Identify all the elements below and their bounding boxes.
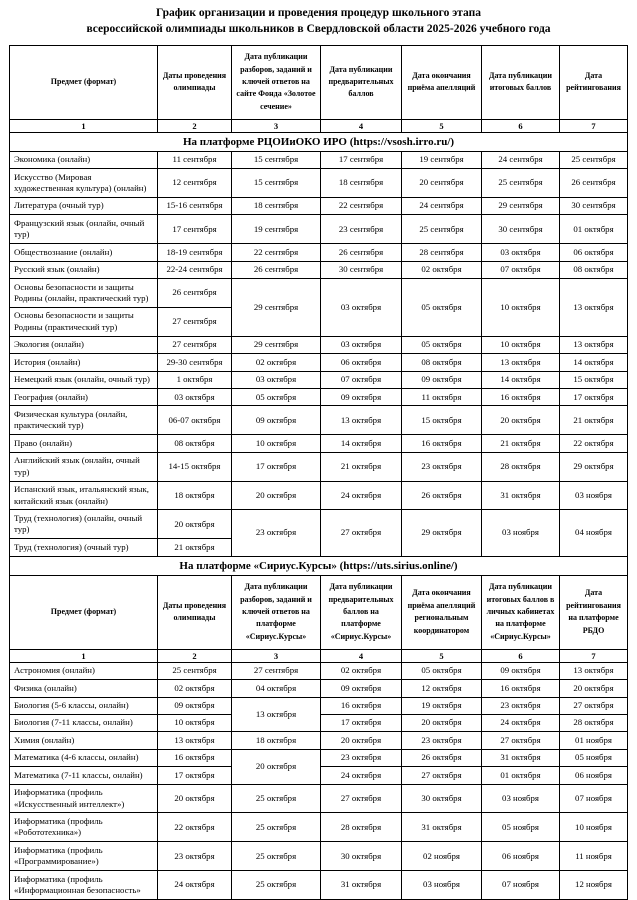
table-row <box>10 697 628 714</box>
subject-cell: Физика (онлайн) <box>10 680 158 697</box>
column-number: 3 <box>232 119 321 132</box>
date-cell: 15 сентября <box>232 169 321 198</box>
date-cell: 07 ноября <box>560 784 628 813</box>
title-line-1: График организации и проведения процедур школьного этапа <box>156 7 481 19</box>
date-cell: 03 ноября <box>482 510 560 556</box>
table-row <box>10 813 628 842</box>
date-cell: 09 октября <box>321 680 402 697</box>
subject-cell: Математика (7-11 классы, онлайн) <box>10 767 158 784</box>
date-cell: 16 октября <box>158 749 232 766</box>
date-cell: 18-19 сентября <box>158 244 232 261</box>
subject-cell: Экономика (онлайн) <box>10 151 158 168</box>
table-row <box>10 452 628 481</box>
subject-cell: Биология (5-6 классы, онлайн) <box>10 697 158 714</box>
table-row <box>10 871 628 900</box>
subject-cell: Основы безопасности и защиты Родины (онлайн, практический тур) <box>10 279 158 308</box>
date-cell: 23 октября <box>321 749 402 766</box>
column-header: Дата рейтингования на платформе РБДО <box>560 575 628 649</box>
date-cell: 23 октября <box>482 697 560 714</box>
date-cell: 01 октября <box>560 215 628 244</box>
date-cell: 30 сентября <box>482 215 560 244</box>
date-cell: 01 октября <box>482 767 560 784</box>
date-cell: 25 сентября <box>560 151 628 168</box>
date-cell: 22 сентября <box>321 197 402 214</box>
date-cell: 10 октября <box>232 435 321 452</box>
table-row <box>10 151 628 168</box>
subject-cell: Информатика (профиль «Робототехника») <box>10 813 158 842</box>
date-cell: 27 октября <box>321 784 402 813</box>
date-cell: 31 октября <box>482 481 560 510</box>
date-cell: 08 октября <box>158 435 232 452</box>
date-cell: 27 сентября <box>158 307 232 336</box>
table-row <box>10 215 628 244</box>
date-cell: 26 сентября <box>321 244 402 261</box>
date-cell: 24 октября <box>482 714 560 731</box>
date-cell: 05 ноября <box>482 813 560 842</box>
subject-cell: Информатика (профиль «Информационная безопасность» <box>10 871 158 900</box>
date-cell: 09 октября <box>232 406 321 435</box>
title-line-2: всероссийской олимпиады школьников в Свердловской области 2025-2026 учебного года <box>86 22 551 35</box>
column-header: Дата окончания приёма апелляций региональным координатором <box>402 575 482 649</box>
numbers-row <box>10 649 628 662</box>
column-number: 4 <box>321 649 402 662</box>
date-cell: 18 октября <box>232 732 321 749</box>
date-cell: 28 октября <box>482 452 560 481</box>
date-cell: 1 октября <box>158 371 232 388</box>
subject-cell: Физическая культура (онлайн, практический тур) <box>10 406 158 435</box>
date-cell: 22-24 сентября <box>158 261 232 278</box>
date-cell: 03 октября <box>321 279 402 337</box>
date-cell: 09 октября <box>321 389 402 406</box>
column-number: 1 <box>10 119 158 132</box>
date-cell: 16 октября <box>402 435 482 452</box>
subject-cell: Искусство (Мировая художественная культура) (онлайн) <box>10 169 158 198</box>
date-cell: 23 сентября <box>321 215 402 244</box>
date-cell: 24 октября <box>321 767 402 784</box>
date-cell: 05 октября <box>402 279 482 337</box>
table-row <box>10 784 628 813</box>
subject-cell: Информатика (профиль «Искусственный интеллект») <box>10 784 158 813</box>
date-cell: 03 ноября <box>482 784 560 813</box>
date-cell: 09 октября <box>402 371 482 388</box>
date-cell: 24 октября <box>321 481 402 510</box>
date-cell: 17 сентября <box>158 215 232 244</box>
date-cell: 04 октября <box>232 680 321 697</box>
date-cell: 05 ноября <box>560 749 628 766</box>
date-cell: 27 октября <box>402 767 482 784</box>
date-cell: 06 октября <box>321 354 402 371</box>
date-cell: 20 октября <box>232 749 321 784</box>
date-cell: 25 сентября <box>158 662 232 679</box>
date-cell: 03 ноября <box>402 871 482 900</box>
date-cell: 10 октября <box>482 279 560 337</box>
date-cell: 18 сентября <box>321 169 402 198</box>
date-cell: 20 сентября <box>402 169 482 198</box>
date-cell: 11 октября <box>402 389 482 406</box>
date-cell: 17 октября <box>232 452 321 481</box>
table-row <box>10 389 628 406</box>
date-cell: 14 октября <box>560 354 628 371</box>
date-cell: 20 октября <box>402 714 482 731</box>
date-cell: 26 сентября <box>158 279 232 308</box>
date-cell: 13 октября <box>560 336 628 353</box>
subject-cell: Труд (технология) (очный тур) <box>10 539 158 556</box>
date-cell: 17 октября <box>158 767 232 784</box>
date-cell: 21 октября <box>158 539 232 556</box>
date-cell: 23 октября <box>158 842 232 871</box>
subject-cell: Экология (онлайн) <box>10 336 158 353</box>
date-cell: 28 октября <box>560 714 628 731</box>
table-row <box>10 261 628 278</box>
date-cell: 04 ноября <box>560 510 628 556</box>
subject-cell: Литература (очный тур) <box>10 197 158 214</box>
subject-cell: Астрономия (онлайн) <box>10 662 158 679</box>
subject-cell: Русский язык (онлайн) <box>10 261 158 278</box>
table-row <box>10 279 628 308</box>
date-cell: 15 октября <box>402 406 482 435</box>
date-cell: 05 октября <box>402 662 482 679</box>
date-cell: 08 октября <box>402 354 482 371</box>
date-cell: 30 сентября <box>560 197 628 214</box>
date-cell: 19 октября <box>402 697 482 714</box>
subject-cell: Математика (4-6 классы, онлайн) <box>10 749 158 766</box>
date-cell: 22 октября <box>560 435 628 452</box>
date-cell: 27 сентября <box>232 662 321 679</box>
date-cell: 06 ноября <box>482 842 560 871</box>
date-cell: 28 сентября <box>402 244 482 261</box>
platform-banner-row <box>10 132 628 151</box>
platform-banner: На платформе РЦОИиОКО ИРО (https://vsosh.irro.ru/) <box>10 132 628 151</box>
date-cell: 21 октября <box>482 435 560 452</box>
header-row <box>10 575 628 649</box>
schedule-table-body <box>10 45 628 899</box>
date-cell: 25 октября <box>232 842 321 871</box>
date-cell: 22 сентября <box>232 244 321 261</box>
date-cell: 12 октября <box>402 680 482 697</box>
date-cell: 18 сентября <box>232 197 321 214</box>
date-cell: 27 октября <box>482 732 560 749</box>
date-cell: 23 октября <box>402 452 482 481</box>
date-cell: 14 октября <box>321 435 402 452</box>
column-header: Дата публикации предварительных баллов на платформе «Сириус.Курсы» <box>321 575 402 649</box>
date-cell: 27 сентября <box>158 336 232 353</box>
column-header: Предмет (формат) <box>10 575 158 649</box>
date-cell: 15 сентября <box>232 151 321 168</box>
date-cell: 15 октября <box>560 371 628 388</box>
date-cell: 30 октября <box>321 842 402 871</box>
date-cell: 06 ноября <box>560 767 628 784</box>
date-cell: 31 октября <box>482 749 560 766</box>
date-cell: 25 октября <box>232 813 321 842</box>
date-cell: 01 ноября <box>560 732 628 749</box>
date-cell: 10 ноября <box>560 813 628 842</box>
table-row <box>10 244 628 261</box>
column-header: Дата публикации предварительных баллов <box>321 45 402 119</box>
date-cell: 15-16 сентября <box>158 197 232 214</box>
date-cell: 23 октября <box>232 510 321 556</box>
date-cell: 29 сентября <box>232 336 321 353</box>
date-cell: 11 сентября <box>158 151 232 168</box>
table-row <box>10 371 628 388</box>
date-cell: 08 октября <box>560 261 628 278</box>
date-cell: 28 октября <box>321 813 402 842</box>
subject-cell: История (онлайн) <box>10 354 158 371</box>
date-cell: 02 октября <box>232 354 321 371</box>
column-number: 6 <box>482 119 560 132</box>
date-cell: 17 октября <box>560 389 628 406</box>
subject-cell: Испанский язык, итальянский язык, китайский язык (онлайн) <box>10 481 158 510</box>
column-header: Дата публикации итоговых баллов <box>482 45 560 119</box>
date-cell: 29 октября <box>560 452 628 481</box>
date-cell: 02 ноября <box>402 842 482 871</box>
column-header: Дата рейтингования <box>560 45 628 119</box>
column-number: 2 <box>158 649 232 662</box>
date-cell: 20 октября <box>232 481 321 510</box>
date-cell: 22 октября <box>158 813 232 842</box>
date-cell: 20 октября <box>321 732 402 749</box>
column-header: Даты проведения олимпиады <box>158 575 232 649</box>
date-cell: 12 сентября <box>158 169 232 198</box>
date-cell: 07 октября <box>482 261 560 278</box>
table-row <box>10 435 628 452</box>
date-cell: 03 октября <box>232 371 321 388</box>
date-cell: 20 октября <box>482 406 560 435</box>
date-cell: 03 ноября <box>560 481 628 510</box>
subject-cell: Французский язык (онлайн, очный тур) <box>10 215 158 244</box>
platform-banner-row <box>10 556 628 575</box>
date-cell: 13 октября <box>321 406 402 435</box>
subject-cell: География (онлайн) <box>10 389 158 406</box>
table-row <box>10 354 628 371</box>
column-number: 6 <box>482 649 560 662</box>
date-cell: 06-07 октября <box>158 406 232 435</box>
subject-cell: Химия (онлайн) <box>10 732 158 749</box>
date-cell: 13 октября <box>482 354 560 371</box>
table-row <box>10 732 628 749</box>
column-header: Дата окончания приёма апелляций <box>402 45 482 119</box>
column-number: 5 <box>402 119 482 132</box>
column-number: 7 <box>560 649 628 662</box>
date-cell: 13 октября <box>560 662 628 679</box>
column-header: Предмет (формат) <box>10 45 158 119</box>
date-cell: 03 октября <box>321 336 402 353</box>
subject-cell: Немецкий язык (онлайн, очный тур) <box>10 371 158 388</box>
date-cell: 26 октября <box>402 481 482 510</box>
date-cell: 19 сентября <box>402 151 482 168</box>
table-row <box>10 336 628 353</box>
date-cell: 30 сентября <box>321 261 402 278</box>
table-row <box>10 406 628 435</box>
date-cell: 27 октября <box>321 510 402 556</box>
date-cell: 17 октября <box>321 714 402 731</box>
date-cell: 24 сентября <box>402 197 482 214</box>
date-cell: 16 октября <box>321 697 402 714</box>
date-cell: 02 октября <box>321 662 402 679</box>
column-number: 7 <box>560 119 628 132</box>
date-cell: 16 октября <box>482 389 560 406</box>
subject-cell: Английский язык (онлайн, очный тур) <box>10 452 158 481</box>
date-cell: 29 сентября <box>232 279 321 337</box>
table-row <box>10 842 628 871</box>
date-cell: 25 октября <box>232 784 321 813</box>
column-header: Даты проведения олимпиады <box>158 45 232 119</box>
table-row <box>10 662 628 679</box>
date-cell: 27 октября <box>560 697 628 714</box>
date-cell: 14-15 октября <box>158 452 232 481</box>
column-number: 1 <box>10 649 158 662</box>
date-cell: 10 октября <box>482 336 560 353</box>
date-cell: 13 октября <box>560 279 628 337</box>
date-cell: 31 октября <box>321 871 402 900</box>
column-header: Дата публикации разборов, заданий и ключей ответов на сайте Фонда «Золотое сечение» <box>232 45 321 119</box>
document-title <box>9 6 628 38</box>
date-cell: 18 октября <box>158 481 232 510</box>
header-row <box>10 45 628 119</box>
date-cell: 26 сентября <box>232 261 321 278</box>
date-cell: 12 ноября <box>560 871 628 900</box>
date-cell: 03 октября <box>482 244 560 261</box>
date-cell: 21 октября <box>321 452 402 481</box>
column-number: 4 <box>321 119 402 132</box>
date-cell: 17 сентября <box>321 151 402 168</box>
date-cell: 14 октября <box>482 371 560 388</box>
table-row <box>10 169 628 198</box>
date-cell: 07 октября <box>321 371 402 388</box>
subject-cell: Биология (7-11 классы, онлайн) <box>10 714 158 731</box>
date-cell: 31 октября <box>402 813 482 842</box>
subject-cell: Труд (технология) (онлайн, очный тур) <box>10 510 158 539</box>
column-number: 3 <box>232 649 321 662</box>
column-header: Дата публикации итоговых баллов в личных кабинетах на платформе «Сириус.Курсы» <box>482 575 560 649</box>
date-cell: 05 октября <box>232 389 321 406</box>
date-cell: 20 октября <box>158 784 232 813</box>
date-cell: 16 октября <box>482 680 560 697</box>
date-cell: 29 сентября <box>482 197 560 214</box>
table-row <box>10 510 628 539</box>
date-cell: 10 октября <box>158 714 232 731</box>
subject-cell: Основы безопасности и защиты Родины (практический тур) <box>10 307 158 336</box>
date-cell: 25 сентября <box>482 169 560 198</box>
table-row <box>10 197 628 214</box>
date-cell: 21 октября <box>560 406 628 435</box>
column-header: Дата публикации разборов, заданий и ключей ответов на платформе «Сириус.Курсы» <box>232 575 321 649</box>
date-cell: 20 октября <box>158 510 232 539</box>
date-cell: 06 октября <box>560 244 628 261</box>
column-number: 2 <box>158 119 232 132</box>
date-cell: 05 октября <box>402 336 482 353</box>
date-cell: 20 октября <box>560 680 628 697</box>
column-number: 5 <box>402 649 482 662</box>
subject-cell: Обществознание (онлайн) <box>10 244 158 261</box>
date-cell: 03 октября <box>158 389 232 406</box>
date-cell: 13 октября <box>158 732 232 749</box>
date-cell: 07 ноября <box>482 871 560 900</box>
date-cell: 11 ноября <box>560 842 628 871</box>
date-cell: 09 октября <box>158 697 232 714</box>
date-cell: 26 октября <box>402 749 482 766</box>
table-row <box>10 680 628 697</box>
date-cell: 09 октября <box>482 662 560 679</box>
subject-cell: Информатика (профиль «Программирование») <box>10 842 158 871</box>
date-cell: 02 октября <box>158 680 232 697</box>
date-cell: 29 октября <box>402 510 482 556</box>
schedule-table <box>9 45 628 900</box>
date-cell: 19 сентября <box>232 215 321 244</box>
table-row <box>10 481 628 510</box>
date-cell: 25 октября <box>232 871 321 900</box>
date-cell: 25 сентября <box>402 215 482 244</box>
date-cell: 23 октября <box>402 732 482 749</box>
date-cell: 13 октября <box>232 697 321 732</box>
date-cell: 30 октября <box>402 784 482 813</box>
subject-cell: Право (онлайн) <box>10 435 158 452</box>
date-cell: 29-30 сентября <box>158 354 232 371</box>
platform-banner: На платформе «Сириус.Курсы» (https://uts.sirius.online/) <box>10 556 628 575</box>
date-cell: 24 сентября <box>482 151 560 168</box>
date-cell: 24 октября <box>158 871 232 900</box>
date-cell: 02 октября <box>402 261 482 278</box>
date-cell: 26 сентября <box>560 169 628 198</box>
table-row <box>10 749 628 766</box>
numbers-row <box>10 119 628 132</box>
